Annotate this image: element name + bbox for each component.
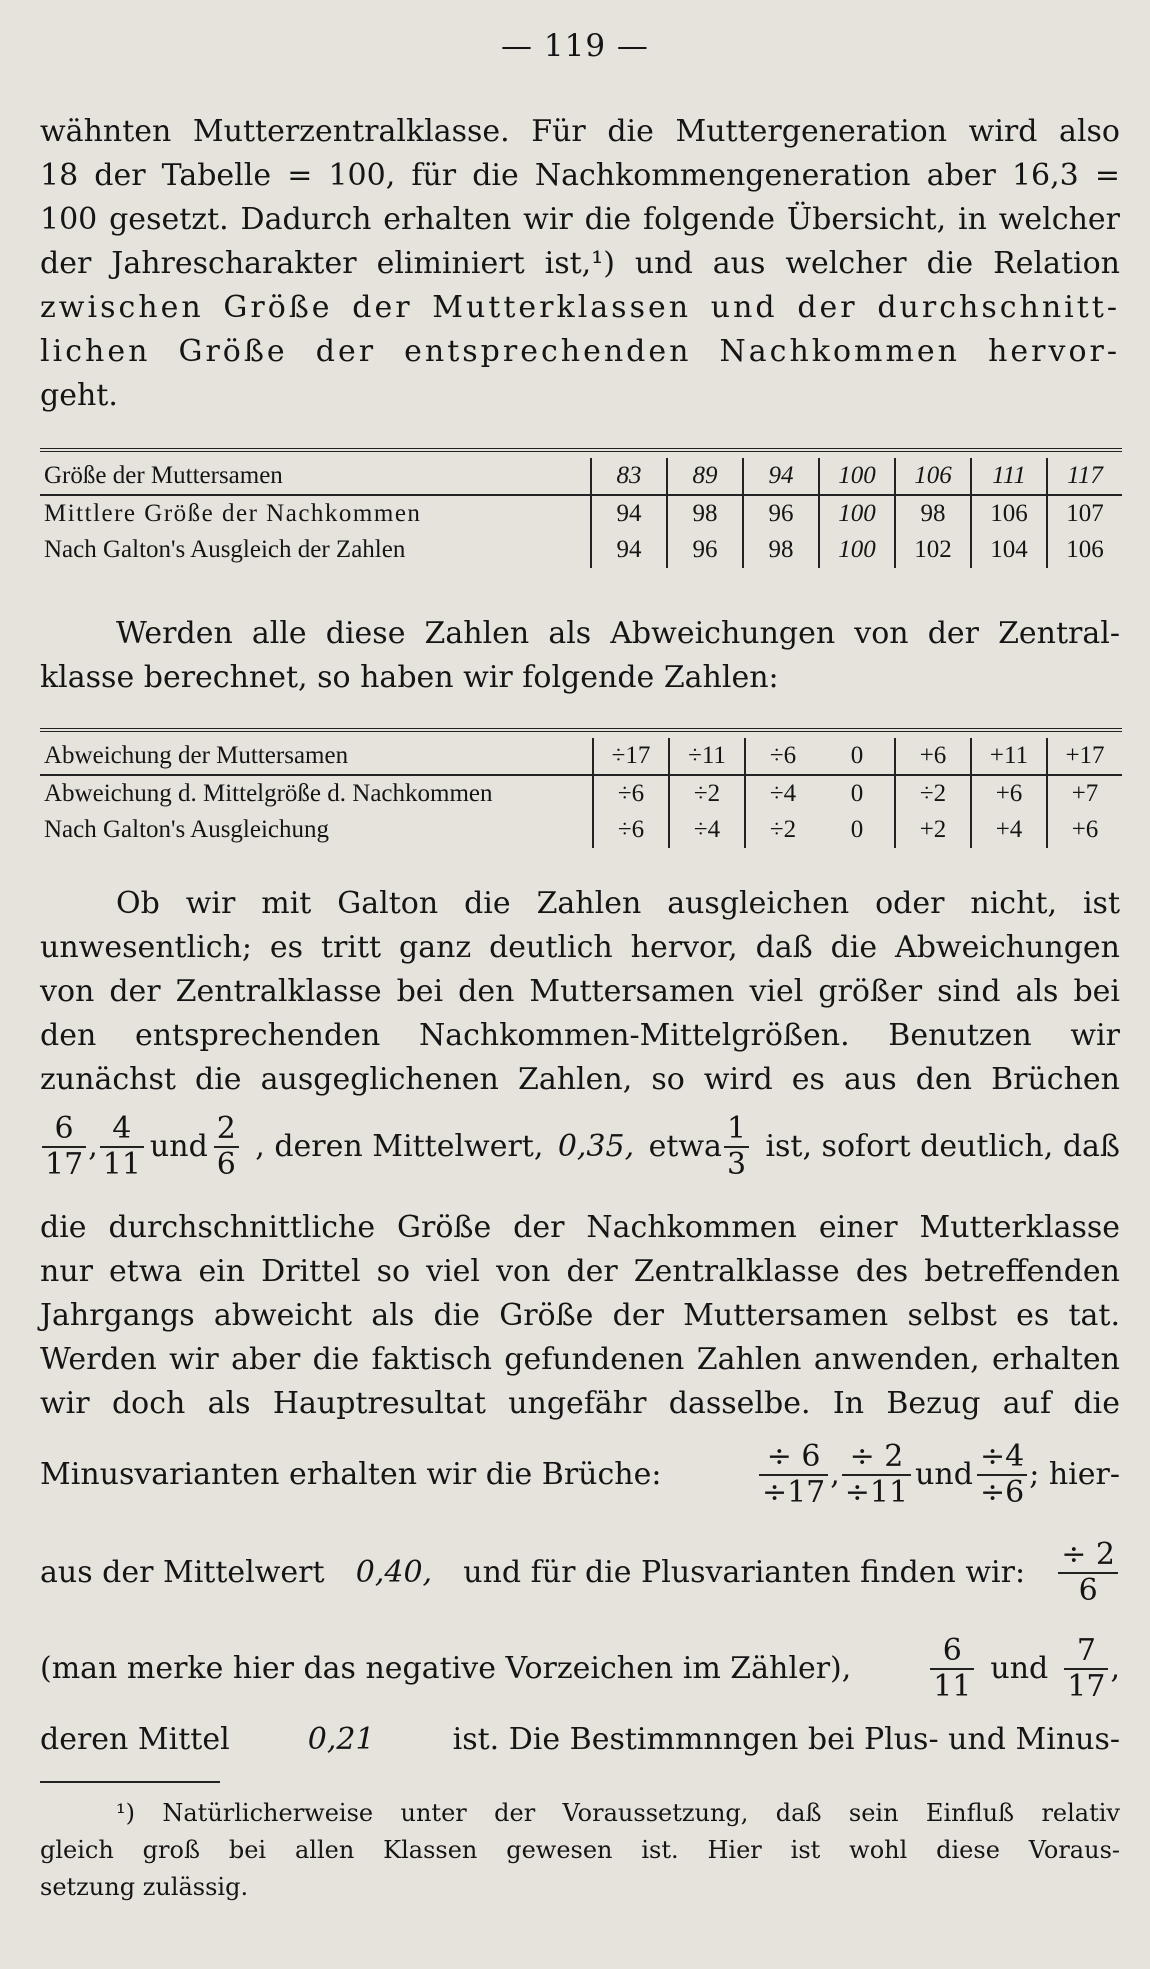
header-cell: +11 [971,738,1047,775]
text-line: Werden alle diese Zahlen als Abweichungen von der Zentral- [116,616,1120,651]
cell: 94 [591,532,667,568]
fraction-line: $\frac{6}{17}$ , $\frac{4}{11}$ und $\frac{2}{6}$ , deren Mittelwert, 0,35, etwa $\frac{1}{3}$ ist, sofort deutlich, daß [40,1112,1120,1182]
cell: 107 [1047,495,1122,532]
text-line: Werden wir aber die faktisch gefundenen Zahlen anwenden, erhalten [40,1342,1120,1377]
header-cell: 106 [895,458,971,495]
text-line: klasse berechnet, so haben wir folgende Zahlen: [40,660,779,695]
header-cell: +17 [1047,738,1122,775]
text-line-spaced: zwischen Größe der Mutterklassen und der durchschnitt- [40,290,1120,325]
header-label: Abweichung der Muttersamen [40,738,593,775]
fraction: $\frac{\div 2}{6}$ [1058,1538,1118,1608]
table-header-row [40,458,1122,495]
minus-line: Minusvarianten erhalten wir die Brüche: $\frac{\div 6}{\div 17}$ , $\frac{\div 2}{\div 11}$ und $\frac{\div 4}{\div 6}$ ; hier- [40,1439,1120,1510]
text-line: 100 gesetzt. Dadurch erhalten wir die folgende Übersicht, in welcher [40,202,1120,237]
cell: ÷6 [593,812,669,848]
paragraph-result [40,1206,1120,1426]
cell: 0 [850,816,864,843]
cell: 100 [819,495,895,532]
size-table [40,458,1122,568]
header-cell: ÷6 [745,738,820,775]
header-cell: 117 [1047,458,1122,495]
cell: +4 [971,812,1047,848]
text-line: geht. [40,378,118,413]
text-line: unwesentlich; es tritt ganz deutlich hervor, daß die Abweichungen [40,930,1120,965]
cell: ÷2 [745,812,820,848]
cell: 96 [667,532,743,568]
header-cell: ÷17 [593,738,669,775]
text-line: Jahrgangs abweicht als die Größe der Muttersamen selbst es tat. [40,1298,1120,1333]
row-label: Nach Galton's Ausgleichung [44,816,330,843]
header-cell: 89 [667,458,743,495]
cell: 100 [819,532,895,568]
fraction: $\frac{\div 6}{\div 17}$ [759,1440,828,1510]
table-row [40,812,1122,848]
cell: 106 [1047,532,1122,568]
cell: +6 [1047,812,1122,848]
text-line: der Jahrescharakter eliminiert ist,¹) und aus welcher die Relation [40,246,1120,281]
footnote-rule [40,1781,220,1783]
header-cell: 111 [971,458,1047,495]
paragraph-intro [40,110,1120,418]
cell: ÷4 [745,775,820,812]
header-cell: ÷11 [669,738,745,775]
table-top-rule [40,448,1122,452]
text-line: zunächst die ausgeglichenen Zahlen, so wird es aus den Brüchen [40,1062,1120,1097]
text-line: Ob wir mit Galton die Zahlen ausgleichen oder nicht, ist [116,886,1120,921]
cell: 106 [971,495,1047,532]
page-number: — 119 — [501,28,649,64]
fraction: $\frac{6}{11}$ [930,1634,974,1704]
text-line: den entsprechenden Nachkommen-Mittelgrößen. Benutzen wir [40,1018,1120,1053]
table-row [40,495,1122,532]
fraction: $\frac{2}{6}$ [214,1112,239,1182]
paren-line: (man merke hier das negative Vorzeichen im Zähler), $\frac{6}{11}$ und $\frac{7}{17}$ , [40,1633,1120,1704]
table-header-row [40,738,1122,775]
table-row [40,532,1122,568]
fraction: $\frac{\div 4}{\div 6}$ [977,1440,1027,1510]
cell: 98 [895,495,971,532]
header-label: Größe der Muttersamen [40,458,591,495]
text-line: von der Zentralklasse bei den Muttersamen viel größer sind als bei [40,974,1120,1009]
text-line: nur etwa ein Drittel so viel von der Zentralklasse des betreffenden [40,1254,1120,1289]
row-label: Nach Galton's Ausgleich der Zahlen [44,536,406,563]
cell: ÷4 [669,812,745,848]
cell: 102 [895,532,971,568]
cell: 96 [743,495,819,532]
cell: ÷6 [593,775,669,812]
table-top-rule [40,728,1122,732]
row-label: Mittlere Größe der Nachkommen [44,500,422,527]
text-line: die durchschnittliche Größe der Nachkommen einer Mutterklasse [40,1210,1120,1245]
header-cell: 0 [820,738,895,775]
fraction: $\frac{6}{17}$ [42,1112,86,1182]
footnote [40,1795,1120,1906]
last-line: deren Mittel 0,21 ist. Die Bestimmnngen bei Plus- und Minus- [40,1722,1120,1757]
fraction: $\frac{\div 2}{\div 11}$ [842,1440,911,1510]
mittel-line: aus der Mittelwert 0,40, und für die Plusvarianten finden wir: $\frac{\div 2}{6}$ [40,1538,1120,1608]
cell: 98 [667,495,743,532]
cell: ÷2 [669,775,745,812]
paragraph-deviation [40,612,1120,700]
footnote-line: setzung zulässig. [40,1873,249,1901]
text-line: wir doch als Hauptresultat ungefähr dasselbe. In Bezug auf die [40,1386,1120,1421]
header-cell: 100 [819,458,895,495]
footnote-line: gleich groß bei allen Klassen gewesen ist. Hier ist wohl diese Voraus- [40,1836,1120,1864]
header-cell: 94 [743,458,819,495]
text-line: 18 der Tabelle = 100, für die Nachkommengeneration aber 16,3 = [40,158,1120,193]
table-row [40,775,1122,812]
header-cell: +6 [895,738,971,775]
paragraph-galton [40,882,1120,1102]
cell: 0 [850,780,864,807]
footnote-line: ¹) Natürlicherweise unter der Voraussetzung, daß sein Einfluß relativ [116,1799,1120,1827]
header-cell: 83 [591,458,667,495]
fraction: $\frac{4}{11}$ [100,1112,144,1182]
cell: 104 [971,532,1047,568]
text-line-spaced: lichen Größe der entsprechenden Nachkommen hervor- [40,334,1120,369]
cell: ÷2 [895,775,971,812]
fraction: $\frac{7}{17}$ [1064,1634,1108,1704]
cell: +6 [971,775,1047,812]
cell: 94 [591,495,667,532]
cell: 98 [743,532,819,568]
cell: +2 [895,812,971,848]
deviation-table [40,738,1122,848]
fraction: $\frac{1}{3}$ [724,1112,749,1182]
text-line: wähnten Mutterzentralklasse. Für die Muttergeneration wird also [40,114,1120,149]
cell: +7 [1047,775,1122,812]
row-label: Abweichung d. Mittelgröße d. Nachkommen [44,780,493,807]
